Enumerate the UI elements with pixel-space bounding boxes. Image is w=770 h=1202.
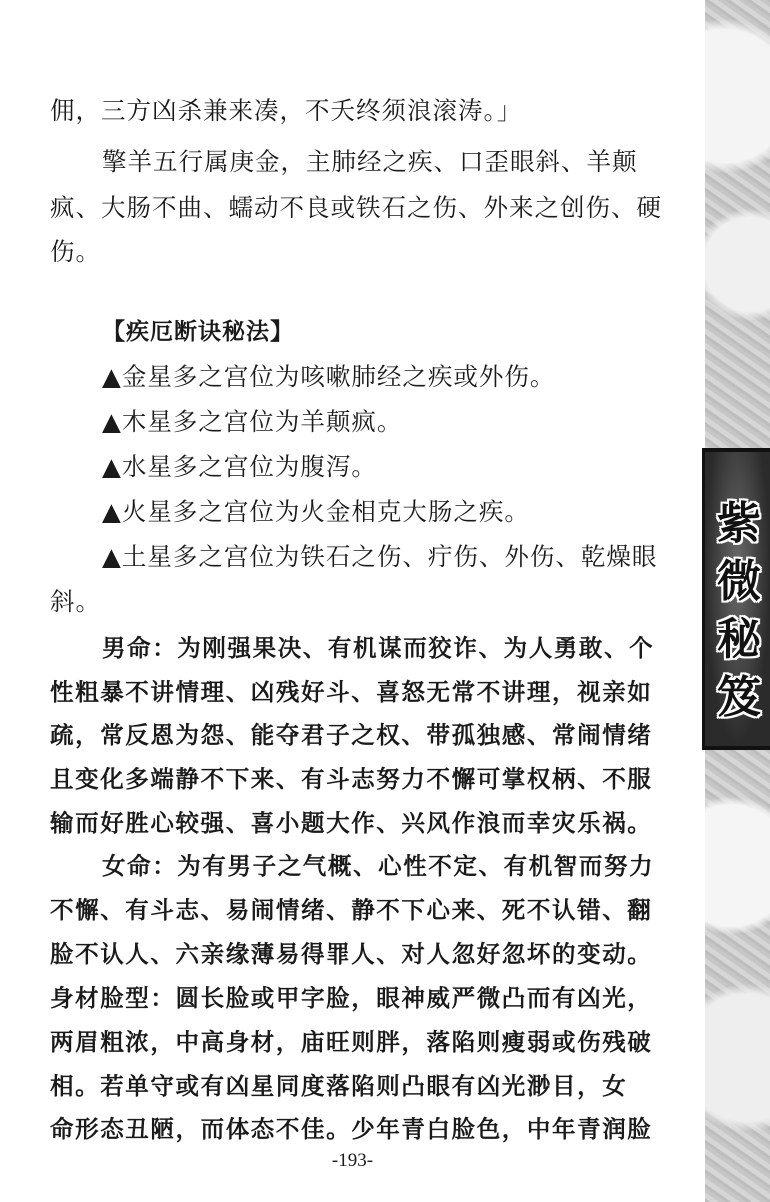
text-line: 且变化多端静不下来、有斗志努力不懈可掌权柄、不服 [50,765,653,793]
text-line: 擎羊五行属庚金，主肺经之疾、口歪眼斜、羊颠 [102,147,638,176]
text-line: 不懈、有斗志、易闹情绪、静不下心来、死不认错、翻 [50,896,653,924]
bullet-item: ▲土星多之宫位为铁石之伤、疔伤、外伤、乾燥眼 [102,542,658,571]
text-line: 女命：为有男子之气概、心性不定、有机智而努力 [102,852,655,880]
chapter-tab-char: 微 [717,556,761,607]
text-line: 男命：为刚强果决、有机谋而狡诈、为人勇敢、个 [102,634,655,662]
page-number: -193- [331,1150,374,1171]
text-line: 疏，常反恩为怨、能夺君子之权、带孤独感、常闹情绪 [50,721,653,749]
text-line: 命形态丑陋，而体态不佳。少年青白脸色，中年青润脸 [50,1115,653,1143]
text-line: 佣，三方凶杀兼来凑，不夭终须浪滚涛。」 [50,96,523,125]
text-line: 性粗暴不讲情理、凶残好斗、喜怒无常不讲理，视亲如 [50,678,653,706]
text-line: 身材脸型：圆长脸或甲字脸，眼神威严微凸而有凶光， [50,984,653,1012]
section-heading: 【疾厄断诀秘法】 [102,319,294,345]
text-line: 脸不认人、六亲缘薄易得罪人、对人忽好忽坏的变动。 [50,940,653,968]
chapter-tab-char: 笈 [717,672,761,723]
text-line: 伤。 [50,237,101,266]
bullet-item: ▲金星多之宫位为咳嗽肺经之疾或外伤。 [102,362,556,391]
text-line: 相。若单守或有凶星同度落陷则凸眼有凶光渺目，女 [50,1072,628,1100]
text-line: 疯、大肠不曲、蠕动不良或铁石之伤、外来之创伤、硬 [50,193,662,222]
bullet-item: ▲水星多之宫位为腹泻。 [102,452,377,481]
bullet-item: ▲火星多之宫位为火金相克大肠之疾。 [102,497,530,526]
text-line: 斜。 [50,587,101,616]
chapter-tab [702,448,770,750]
chapter-tab-char: 紫 [717,498,761,549]
text-line: 输而好胜心较强、喜小题大作、兴风作浪而幸灾乐祸。 [50,809,653,837]
chapter-tab-char: 秘 [717,614,761,665]
text-line: 两眉粗浓，中高身材，庙旺则胖，落陷则瘦弱或伤残破 [50,1028,653,1056]
bullet-item: ▲木星多之宫位为羊颠疯。 [102,407,403,436]
